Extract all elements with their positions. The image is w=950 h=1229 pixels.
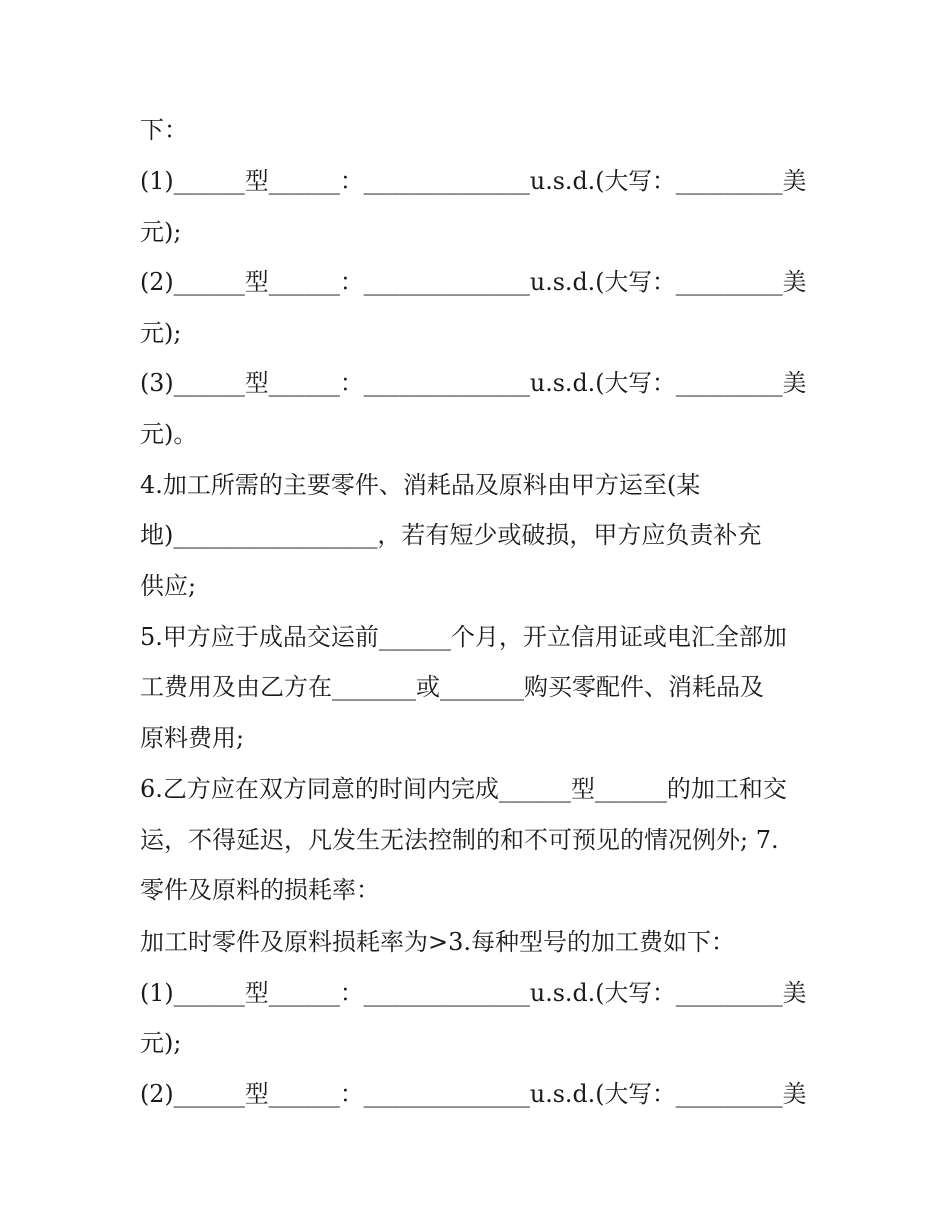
- text-line: 地)_________________，若有短少或破损，甲方应负责补充: [140, 521, 762, 549]
- text-line: 6.乙方应在双方同意的时间内完成______型______的加工和交: [140, 775, 787, 803]
- text-line: 供应;: [140, 572, 197, 600]
- text-line: 元)。: [140, 420, 198, 448]
- text-line: 原料费用;: [140, 724, 245, 752]
- text-line: (2)______型______：______________u.s.d.(大写：_________美: [140, 268, 807, 296]
- text-line: 元);: [140, 218, 182, 246]
- text-line: 元);: [140, 1029, 182, 1057]
- text-line: 5.甲方应于成品交运前______个月，开立信用证或电汇全部加: [140, 623, 787, 651]
- text-line: 4.加工所需的主要零件、消耗品及原料由甲方运至(某: [140, 471, 701, 499]
- text-line: (2)______型______：______________u.s.d.(大写：_________美: [140, 1080, 807, 1108]
- text-line: 零件及原料的损耗率：: [140, 876, 380, 904]
- text-line: 下：: [140, 116, 188, 144]
- text-line: (1)______型______：______________u.s.d.(大写：_________美: [140, 979, 807, 1007]
- text-line: (1)______型______：______________u.s.d.(大写：_________美: [140, 167, 807, 195]
- text-line: 工费用及由乙方在_______或_______购买零配件、消耗品及: [140, 673, 764, 701]
- text-line: 运，不得延迟，凡发生无法控制的和不可预见的情况例外; 7.: [140, 826, 779, 854]
- text-line: 元);: [140, 319, 182, 347]
- text-line: (3)______型______：______________u.s.d.(大写：_________美: [140, 369, 807, 397]
- text-line: 加工时零件及原料损耗率为>3.每种型号的加工费如下：: [140, 928, 736, 956]
